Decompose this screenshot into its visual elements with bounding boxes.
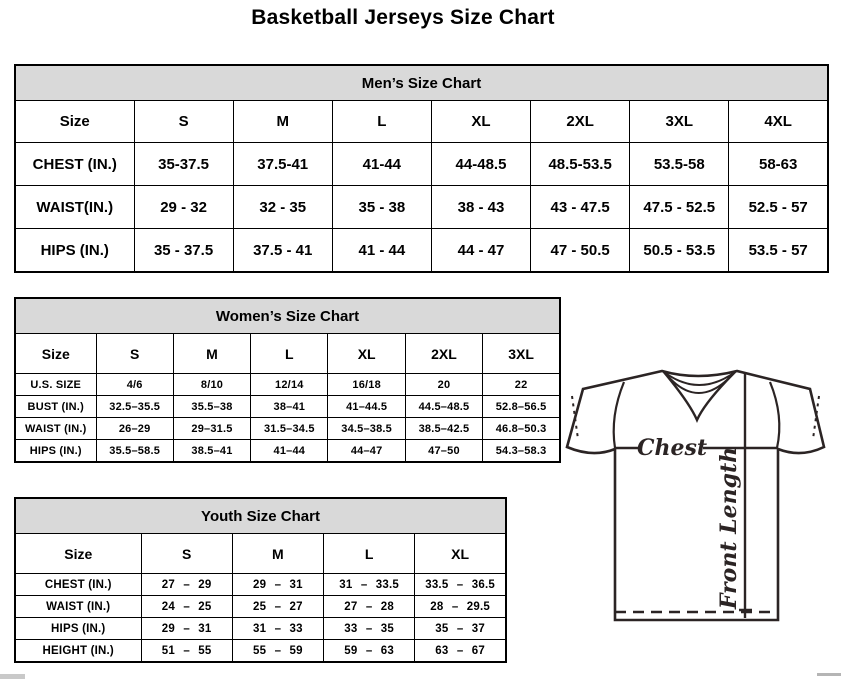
row-label: HIPS (IN.) — [15, 618, 141, 640]
chest-label: Chest — [636, 435, 708, 461]
size-value-cell: 35.5–58.5 — [96, 440, 173, 463]
size-value-cell: 44-48.5 — [431, 143, 530, 186]
column-header: Size — [15, 101, 134, 143]
size-value-cell: 35 - 37.5 — [134, 229, 233, 273]
column-header: S — [141, 534, 232, 574]
size-value-cell: 38.5–42.5 — [405, 418, 482, 440]
jersey-outline — [567, 371, 824, 620]
size-value-cell: 41–44.5 — [328, 396, 405, 418]
size-value-cell: 51 – 55 — [141, 640, 232, 663]
bottom-right-scrollbar-fragment — [817, 673, 841, 676]
size-value-cell: 35 - 38 — [332, 186, 431, 229]
size-value-cell: 41-44 — [332, 143, 431, 186]
table-row — [15, 596, 506, 618]
row-label: CHEST (IN.) — [15, 143, 134, 186]
size-value-cell: 29–31.5 — [173, 418, 250, 440]
size-value-cell: 58-63 — [729, 143, 828, 186]
column-header: L — [332, 101, 431, 143]
row-label: WAIST (IN.) — [15, 418, 96, 440]
size-value-cell: 24 – 25 — [141, 596, 232, 618]
sleeve-seam-right — [770, 382, 779, 448]
size-value-cell: 29 – 31 — [141, 618, 232, 640]
size-value-cell: 27 – 28 — [324, 596, 415, 618]
table-title: Youth Size Chart — [15, 498, 506, 534]
size-value-cell: 41 - 44 — [332, 229, 431, 273]
size-value-cell: 38.5–41 — [173, 440, 250, 463]
size-value-cell: 35.5–38 — [173, 396, 250, 418]
front-length-label: Front Length — [716, 446, 742, 610]
table-row — [15, 229, 828, 273]
column-header: L — [324, 534, 415, 574]
size-value-cell: 4/6 — [96, 374, 173, 396]
page-title: Basketball Jerseys Size Chart — [251, 6, 555, 29]
size-value-cell: 41–44 — [251, 440, 328, 463]
table-title: Women’s Size Chart — [15, 298, 560, 334]
size-value-cell: 28 – 29.5 — [415, 596, 506, 618]
column-header: L — [251, 334, 328, 374]
table-row — [15, 143, 828, 186]
size-header-row — [15, 534, 506, 574]
row-label: CHEST (IN.) — [15, 574, 141, 596]
column-header: XL — [328, 334, 405, 374]
size-value-cell: 20 — [405, 374, 482, 396]
size-value-cell: 31 – 33 — [232, 618, 323, 640]
size-value-cell: 35 – 37 — [415, 618, 506, 640]
column-header: M — [232, 534, 323, 574]
column-header: XL — [415, 534, 506, 574]
size-value-cell: 47.5 - 52.5 — [630, 186, 729, 229]
size-value-cell: 38–41 — [251, 396, 328, 418]
size-value-cell: 33.5 – 36.5 — [415, 574, 506, 596]
size-value-cell: 44.5–48.5 — [405, 396, 482, 418]
column-header: 2XL — [531, 101, 630, 143]
size-value-cell: 32.5–35.5 — [96, 396, 173, 418]
size-value-cell: 34.5–38.5 — [328, 418, 405, 440]
column-header: Size — [15, 334, 96, 374]
table-title: Men’s Size Chart — [15, 65, 828, 101]
column-header: XL — [431, 101, 530, 143]
column-header: 3XL — [630, 101, 729, 143]
jersey-diagram — [556, 352, 843, 644]
size-value-cell: 25 – 27 — [232, 596, 323, 618]
size-value-cell: 37.5-41 — [233, 143, 332, 186]
size-value-cell: 29 – 31 — [232, 574, 323, 596]
row-label: U.S. SIZE — [15, 374, 96, 396]
size-value-cell: 54.3–58.3 — [483, 440, 560, 463]
size-value-cell: 48.5-53.5 — [531, 143, 630, 186]
size-value-cell: 47 - 50.5 — [531, 229, 630, 273]
table-row — [15, 640, 506, 663]
size-value-cell: 43 - 47.5 — [531, 186, 630, 229]
table-row — [15, 418, 560, 440]
column-header: M — [233, 101, 332, 143]
size-value-cell: 8/10 — [173, 374, 250, 396]
row-label: HIPS (IN.) — [15, 229, 134, 273]
size-value-cell: 47–50 — [405, 440, 482, 463]
size-value-cell: 33 – 35 — [324, 618, 415, 640]
size-value-cell: 44 - 47 — [431, 229, 530, 273]
table-row — [15, 186, 828, 229]
table-row — [15, 618, 506, 640]
size-value-cell: 31 – 33.5 — [324, 574, 415, 596]
column-header: S — [134, 101, 233, 143]
size-header-row — [15, 334, 560, 374]
size-value-cell: 16/18 — [328, 374, 405, 396]
size-value-cell: 59 – 63 — [324, 640, 415, 663]
row-label: WAIST(IN.) — [15, 186, 134, 229]
column-header: 3XL — [483, 334, 560, 374]
size-value-cell: 32 - 35 — [233, 186, 332, 229]
size-value-cell: 63 – 67 — [415, 640, 506, 663]
size-value-cell: 35-37.5 — [134, 143, 233, 186]
row-label: BUST (IN.) — [15, 396, 96, 418]
size-value-cell: 52.8–56.5 — [483, 396, 560, 418]
womens-size-table — [14, 297, 561, 463]
size-value-cell: 46.8–50.3 — [483, 418, 560, 440]
size-value-cell: 44–47 — [328, 440, 405, 463]
column-header: Size — [15, 534, 141, 574]
table-row — [15, 574, 506, 596]
column-header: 4XL — [729, 101, 828, 143]
size-value-cell: 22 — [483, 374, 560, 396]
column-header: M — [173, 334, 250, 374]
size-value-cell: 27 – 29 — [141, 574, 232, 596]
size-value-cell: 53.5-58 — [630, 143, 729, 186]
size-value-cell: 53.5 - 57 — [729, 229, 828, 273]
row-label: HEIGHT (IN.) — [15, 640, 141, 663]
youth-size-table — [14, 497, 507, 663]
table-row — [15, 440, 560, 463]
row-label: WAIST (IN.) — [15, 596, 141, 618]
size-value-cell: 31.5–34.5 — [251, 418, 328, 440]
size-value-cell: 12/14 — [251, 374, 328, 396]
size-value-cell: 29 - 32 — [134, 186, 233, 229]
size-header-row — [15, 101, 828, 143]
size-value-cell: 38 - 43 — [431, 186, 530, 229]
size-value-cell: 55 – 59 — [232, 640, 323, 663]
column-header: S — [96, 334, 173, 374]
mens-size-table — [14, 64, 829, 273]
size-value-cell: 26–29 — [96, 418, 173, 440]
bottom-left-scrollbar-fragment — [0, 674, 25, 679]
column-header: 2XL — [405, 334, 482, 374]
table-row — [15, 374, 560, 396]
sleeve-seam-left — [614, 382, 624, 448]
size-value-cell: 50.5 - 53.5 — [630, 229, 729, 273]
row-label: HIPS (IN.) — [15, 440, 96, 463]
table-row — [15, 396, 560, 418]
size-value-cell: 52.5 - 57 — [729, 186, 828, 229]
size-value-cell: 37.5 - 41 — [233, 229, 332, 273]
